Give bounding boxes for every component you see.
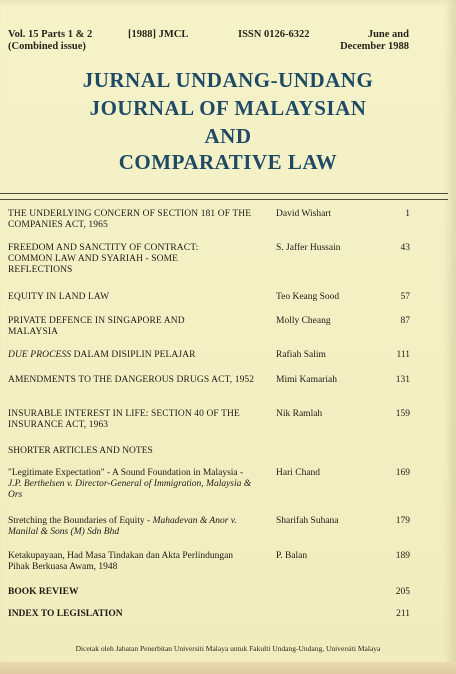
section-heading: SHORTER ARTICLES AND NOTES	[8, 446, 153, 456]
index-page: 211	[396, 609, 410, 619]
toc-entry-title: INSURABLE INTEREST IN LIFE: SECTION 40 OF THE INSURANCE ACT, 1963	[8, 409, 240, 430]
note-entry-page: 179	[395, 516, 410, 526]
note-entry-title-italic: Mahadevan & Anor v. Manilal & Sons (M) Sdn Bhd	[8, 516, 237, 537]
toc-entry-title-italic: DUE PROCESS	[8, 350, 72, 360]
toc-entry-title: PRIVATE DEFENCE IN SINGAPORE AND MALAYSIA	[8, 316, 185, 337]
issn-label: ISSN 0126-6322	[238, 29, 310, 40]
journal-title-and: AND	[204, 124, 252, 148]
toc-entry-page: 131	[395, 375, 410, 385]
issue-date-line1: June and	[367, 29, 409, 40]
index-label: INDEX TO LEGISLATION	[8, 609, 123, 619]
toc-entry-author: Nik Ramlah	[276, 409, 323, 419]
issue-date-line2: December 1988	[340, 41, 409, 52]
toc-entry-title-rest: DALAM DISIPLIN PELAJAR	[71, 350, 196, 360]
toc-entry-author: Rafiah Salim	[276, 350, 326, 360]
combined-issue-label: (Combined issue)	[8, 41, 86, 52]
note-entry-author: P. Balan	[276, 551, 308, 561]
note-entry-author: Sharifah Suhana	[276, 516, 339, 526]
journal-title-comparative: COMPARATIVE LAW	[118, 150, 338, 174]
divider-line	[0, 199, 448, 200]
toc-entry-page: 1	[405, 209, 410, 219]
divider-line	[0, 193, 448, 194]
note-entry-title-plain: Stretching the Boundaries of Equity -	[8, 516, 153, 526]
citation-label: [1988] JMCL	[128, 29, 189, 40]
toc-entry-author: David Wishart	[276, 209, 332, 219]
toc-entry-page: 159	[395, 409, 410, 419]
toc-entry-page: 111	[396, 350, 410, 360]
note-entry-title	[8, 516, 240, 538]
toc-entry-title: THE UNDERLYING CONCERN OF SECTION 181 OF THE COMPANIES ACT, 1965	[8, 209, 252, 230]
issue-date	[340, 29, 409, 53]
note-entry-author: Hari Chand	[276, 468, 321, 478]
toc-entry-author: Mimi Kamariah	[276, 375, 337, 385]
toc-entry-author: Teo Keang Sood	[276, 292, 340, 302]
toc-entry-title: AMENDMENTS TO THE DANGEROUS DRUGS ACT, 1952	[8, 375, 255, 385]
toc-entry-title: FREEDOM AND SANCTITY OF CONTRACT: COMMON LAW AND SYARIAH - SOME REFLECTIONS	[8, 243, 199, 275]
toc-entry-page: 43	[400, 243, 410, 253]
note-entry-title: Ketakupayaan, Had Masa Tindakan dan Akta Perlindungan Pihak Berkuasa Awam, 1948	[8, 551, 234, 572]
toc-entry-title	[8, 350, 270, 361]
toc-entry-page: 57	[400, 292, 410, 302]
toc-entry-author: Molly Cheang	[276, 316, 331, 326]
journal-title-malay: JURNAL UNDANG-UNDANG	[82, 68, 374, 92]
note-entry-title-plain: "Legitimate Expectation" - A Sound Foundation in Malaysia -	[8, 468, 244, 478]
book-review-label: BOOK REVIEW	[8, 587, 79, 597]
note-entry-title	[8, 468, 258, 501]
toc-entry-title: EQUITY IN LAND LAW	[8, 292, 110, 302]
note-entry-page: 189	[395, 551, 410, 561]
journal-title-english: JOURNAL OF MALAYSIAN	[89, 96, 367, 120]
volume-info	[8, 29, 92, 53]
printer-credit: Dicetak oleh Jabatan Penerbitan Universiti Malaya untuk Fakulti Undang-Undang, Universiti Malaya	[75, 644, 381, 653]
toc-entry-author: S. Jaffer Hussain	[276, 243, 341, 253]
book-review-page: 205	[395, 587, 410, 597]
cover-edge	[0, 662, 456, 674]
note-entry-page: 169	[395, 468, 410, 478]
volume-label: Vol. 15 Parts 1 & 2	[8, 29, 93, 40]
note-entry-title-italic: J.P. Berthelsen v. Director-General of Immigration, Malaysia & Ors	[8, 479, 252, 500]
toc-entry-page: 87	[400, 316, 410, 326]
